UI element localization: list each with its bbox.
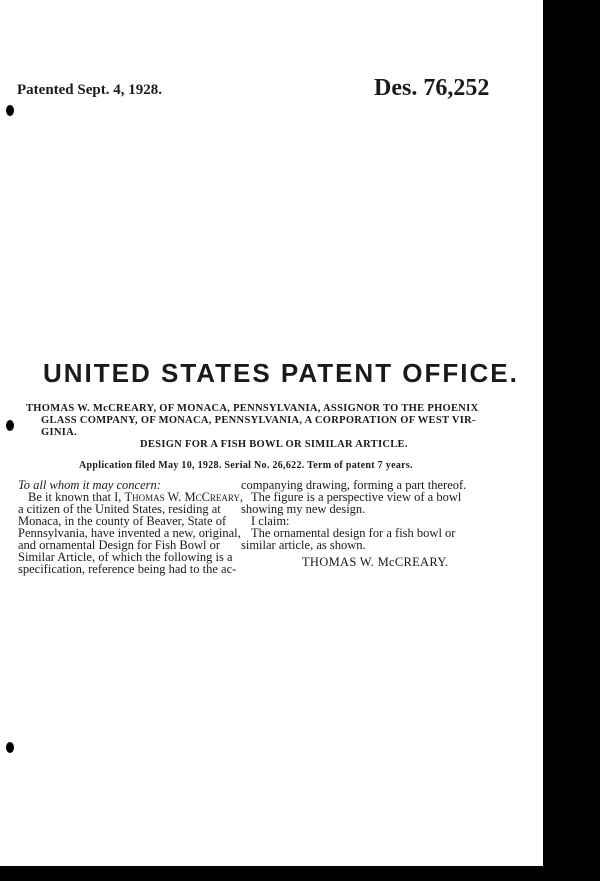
body-line: Similar Article, of which the following is a — [18, 550, 233, 564]
body-line: Pennsylvania, have invented a new, original, — [18, 526, 241, 540]
punch-hole-mark — [6, 420, 14, 431]
inventor-signature: THOMAS W. McCREARY. — [302, 555, 449, 569]
design-number: Des. 76,252 — [374, 75, 490, 101]
inventor-name: Thomas W. McCreary, — [124, 490, 244, 504]
body-line: specification, reference being had to the ac- — [18, 562, 237, 576]
punch-hole-mark — [6, 742, 14, 753]
patented-date: Patented Sept. 4, 1928. — [17, 82, 162, 98]
body-line: companying drawing, forming a part thereof. — [241, 478, 467, 492]
punch-hole-mark — [6, 105, 14, 116]
scan-edge-bottom — [0, 866, 600, 881]
office-heading: UNITED STATES PATENT OFFICE. — [43, 358, 519, 388]
right-text-column — [241, 479, 466, 551]
body-line: The figure is a perspective view of a bowl — [251, 490, 462, 504]
body-line: showing my new design. — [241, 502, 366, 516]
body-line: and ornamental Design for Fish Bowl or — [18, 538, 221, 552]
left-text-column — [18, 478, 244, 576]
design-title: DESIGN FOR A FISH BOWL OR SIMILAR ARTICLE. — [140, 439, 408, 450]
claim-text: similar article, as shown. — [241, 538, 366, 552]
claim-label: I claim: — [251, 514, 290, 528]
body-text: Be it known that I, — [28, 490, 125, 504]
inventor-line: THOMAS W. McCREARY, OF MONACA, PENNSYLVANIA, ASSIGNOR TO THE PHOENIX — [26, 403, 479, 414]
inventor-line: GLASS COMPANY, OF MONACA, PENNSYLVANIA, A CORPORATION OF WEST VIR- — [41, 415, 476, 426]
body-line: a citizen of the United States, residing at — [18, 502, 221, 516]
body-line: Monaca, in the county of Beaver, State of — [18, 514, 227, 528]
application-line: Application filed May 10, 1928. Serial No. 26,622. Term of patent 7 years. — [79, 460, 413, 471]
inventor-line: GINIA. — [41, 427, 77, 438]
claim-text: The ornamental design for a fish bowl or — [251, 526, 456, 540]
scan-edge-right — [543, 0, 600, 881]
salutation: To all whom it may concern: — [18, 478, 161, 492]
